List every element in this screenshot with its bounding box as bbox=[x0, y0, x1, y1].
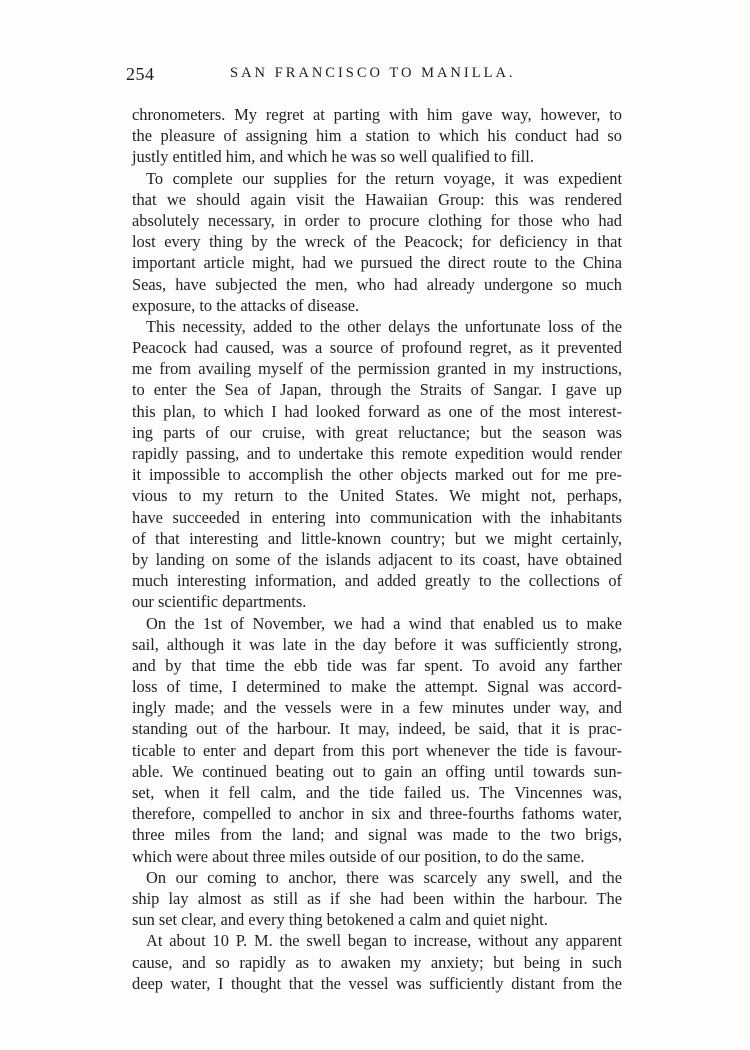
text-line: of that interesting and little-known country; but we might certainly, bbox=[132, 528, 622, 548]
text-line: much interesting information, and added greatly to the collections of bbox=[132, 571, 622, 591]
text-line: cause, and so rapidly as to awaken my anxiety; but being in such bbox=[132, 952, 622, 972]
text-line: This necessity, added to the other delays the unfortunate loss of the bbox=[146, 316, 622, 336]
page-number: 254 bbox=[126, 64, 155, 84]
text-line: At about 10 P. M. the swell began to increase, without any apparent bbox=[146, 931, 622, 951]
text-line: standing out of the harbour. It may, indeed, be said, that it is prac- bbox=[132, 719, 622, 739]
text-line: ing parts of our cruise, with great reluctance; but the season was bbox=[132, 422, 622, 442]
text-line: me from availing myself of the permission granted in my instructions, bbox=[132, 359, 622, 379]
text-line: deep water, I thought that the vessel was sufficiently distant from the bbox=[132, 973, 622, 993]
body-text bbox=[132, 104, 622, 994]
text-line: On the 1st of November, we had a wind that enabled us to make bbox=[146, 613, 622, 633]
page-header bbox=[126, 64, 626, 88]
text-line: ticable to enter and depart from this port whenever the tide is favour- bbox=[132, 740, 622, 760]
running-head: SAN FRANCISCO TO MANILLA. bbox=[230, 65, 516, 81]
text-line: absolutely necessary, in order to procure clothing for those who had bbox=[132, 210, 622, 230]
text-line: three miles from the land; and signal was made to the two brigs, bbox=[132, 825, 622, 845]
text-line: the pleasure of assigning him a station to which his conduct had so bbox=[132, 126, 622, 146]
text-line: Seas, have subjected the men, who had already undergone so much bbox=[132, 274, 622, 294]
text-line: rapidly passing, and to undertake this remote expedition would render bbox=[132, 444, 622, 463]
text-line: which were about three miles outside of our position, to do the same. bbox=[132, 846, 585, 866]
text-line: by landing on some of the islands adjacent to its coast, have obtained bbox=[132, 549, 622, 569]
text-line: lost every thing by the wreck of the Peacock; for deficiency in that bbox=[132, 232, 622, 252]
text-line: exposure, to the attacks of disease. bbox=[132, 295, 360, 315]
text-line: and by that time the ebb tide was far spent. To avoid any farther bbox=[132, 655, 622, 675]
text-line: justly entitled him, and which he was so well qualified to fill. bbox=[132, 147, 534, 167]
text-line: therefore, compelled to anchor in six and three-fourths fathoms water, bbox=[132, 804, 622, 824]
text-line: important article might, had we pursued the direct route to the China bbox=[132, 253, 622, 273]
text-line: ingly made; and the vessels were in a few minutes under way, and bbox=[132, 698, 622, 718]
text-line: that we should again visit the Hawaiian Group: this was rendered bbox=[132, 189, 622, 209]
text-line: Peacock had caused, was a source of profound regret, as it prevented bbox=[132, 338, 622, 358]
text-line: sun set clear, and every thing betokened a calm and quiet night. bbox=[132, 910, 548, 930]
text-line: loss of time, I determined to make the attempt. Signal was accord- bbox=[132, 677, 622, 697]
text-line: vious to my return to the United States. We might not, perhaps, bbox=[132, 486, 622, 506]
text-line: this plan, to which I had looked forward as one of the most interest- bbox=[132, 401, 622, 421]
text-line: chronometers. My regret at parting with him gave way, however, to bbox=[132, 105, 622, 124]
text-line: On our coming to anchor, there was scarcely any swell, and the bbox=[146, 867, 622, 887]
text-line: to enter the Sea of Japan, through the Straits of Sangar. I gave up bbox=[132, 380, 622, 400]
text-line: set, when it fell calm, and the tide failed us. The Vincennes was, bbox=[132, 783, 622, 802]
text-line: ship lay almost as still as if she had been within the harbour. The bbox=[132, 888, 622, 908]
text-line: To complete our supplies for the return voyage, it was expedient bbox=[146, 168, 622, 188]
text-line: have succeeded in entering into communication with the inhabitants bbox=[132, 507, 622, 527]
text-line: it impossible to accomplish the other objects marked out for me pre- bbox=[132, 465, 622, 485]
text-line: sail, although it was late in the day before it was sufficiently strong, bbox=[132, 634, 622, 654]
text-line: able. We continued beating out to gain an offing until towards sun- bbox=[132, 761, 622, 781]
text-line: our scientific departments. bbox=[132, 592, 307, 612]
